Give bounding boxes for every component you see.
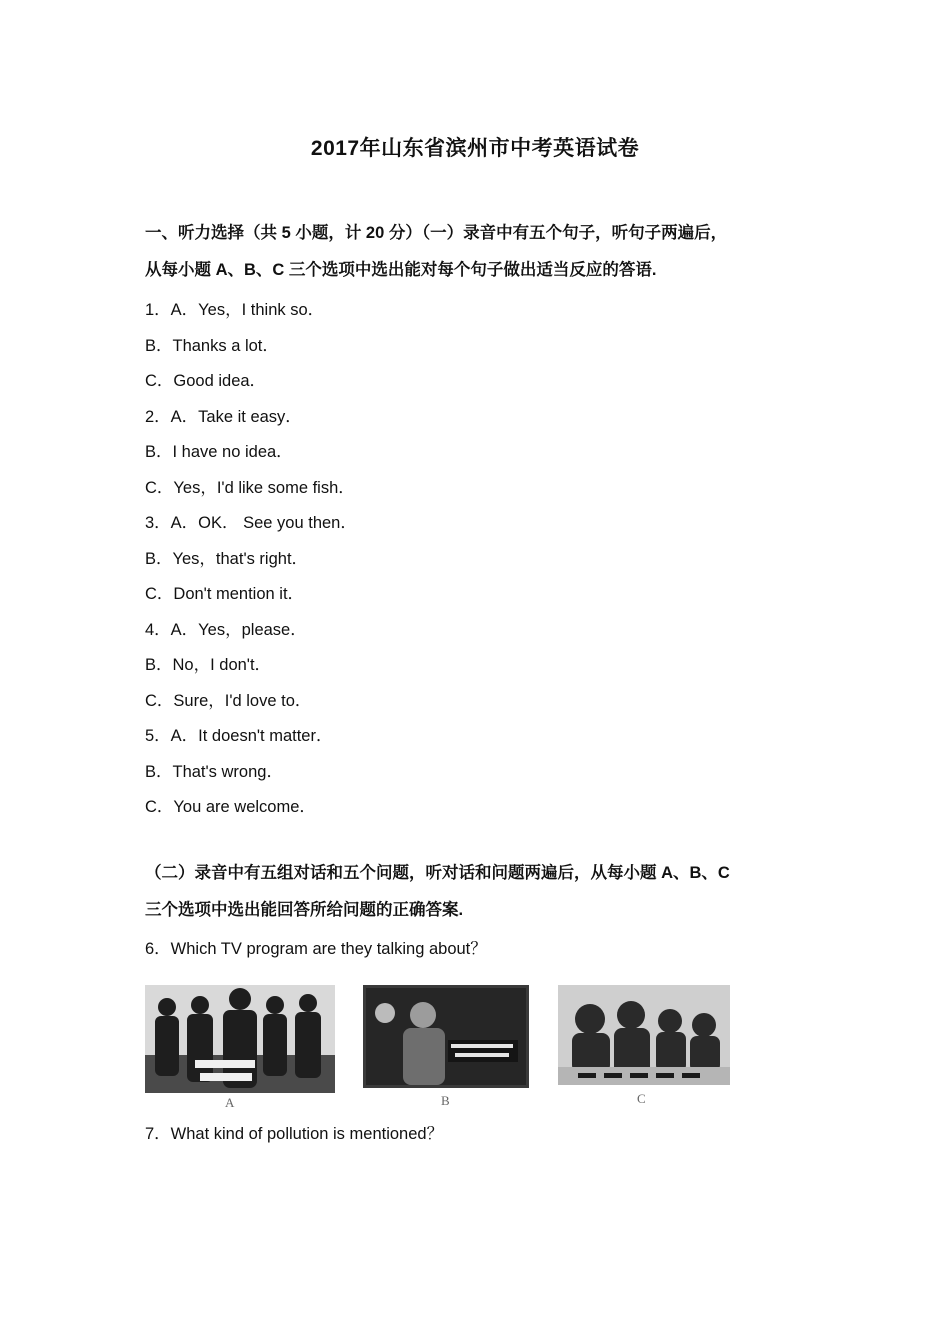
section1-heading (145, 215, 825, 289)
q5-option-c: C．You are welcome． (145, 798, 316, 816)
q6-photo-b (363, 985, 529, 1088)
q6-photo-c-label: C (637, 1091, 646, 1106)
q1-option-a: 1．A．Yes，I think so． (145, 301, 325, 319)
q6-photo-a (145, 985, 335, 1093)
q7-question: 7．What kind of pollution is mentioned？ (145, 1125, 444, 1143)
q1-option-c: C．Good idea． (145, 372, 267, 390)
section2-heading-line2: 三个选项中选出能回答所给问题的正确答案. (145, 901, 464, 919)
q3-option-c: C．Don't mention it． (145, 585, 305, 603)
q6-photo-a-label: A (225, 1095, 235, 1110)
q6-photo-c (558, 985, 730, 1085)
q2-option-c: C．Yes，I'd like some fish． (145, 479, 355, 497)
q3-option-b: B．Yes，that's right． (145, 550, 309, 568)
q1-option-b: B．Thanks a lot． (145, 337, 279, 355)
section2-heading (145, 855, 825, 929)
q4-option-b: B．No，I don't． (145, 656, 272, 674)
q5-option-a: 5．A．It doesn't matter． (145, 727, 333, 745)
q2-option-a: 2．A．Take it easy． (145, 408, 302, 426)
q4-option-a: 4．A．Yes，please． (145, 621, 307, 639)
q3-option-a: 3．A．OK． See you then． (145, 514, 357, 532)
q6-question: 6．Which TV program are they talking about？ (145, 940, 487, 958)
page-title: 2017年山东省滨州市中考英语试卷 (310, 137, 640, 160)
section1-heading-line1: 一、听力选择（共 5 小题，计 20 分）（一）录音中有五个句子，听句子两遍后， (145, 224, 728, 242)
q6-photo-b-label: B (441, 1093, 450, 1108)
section1-heading-line2: 从每小题 A、B、C 三个选项中选出能对每个句子做出适当反应的答语. (145, 261, 657, 279)
q4-option-c: C．Sure，I'd love to． (145, 692, 312, 710)
section2-heading-line1: （二）录音中有五组对话和五个问题，听对话和问题两遍后，从每小题 A、B、C (145, 864, 730, 882)
q2-option-b: B．I have no idea． (145, 443, 293, 461)
q6-photo-options (145, 985, 735, 1110)
q5-option-b: B．That's wrong． (145, 763, 283, 781)
